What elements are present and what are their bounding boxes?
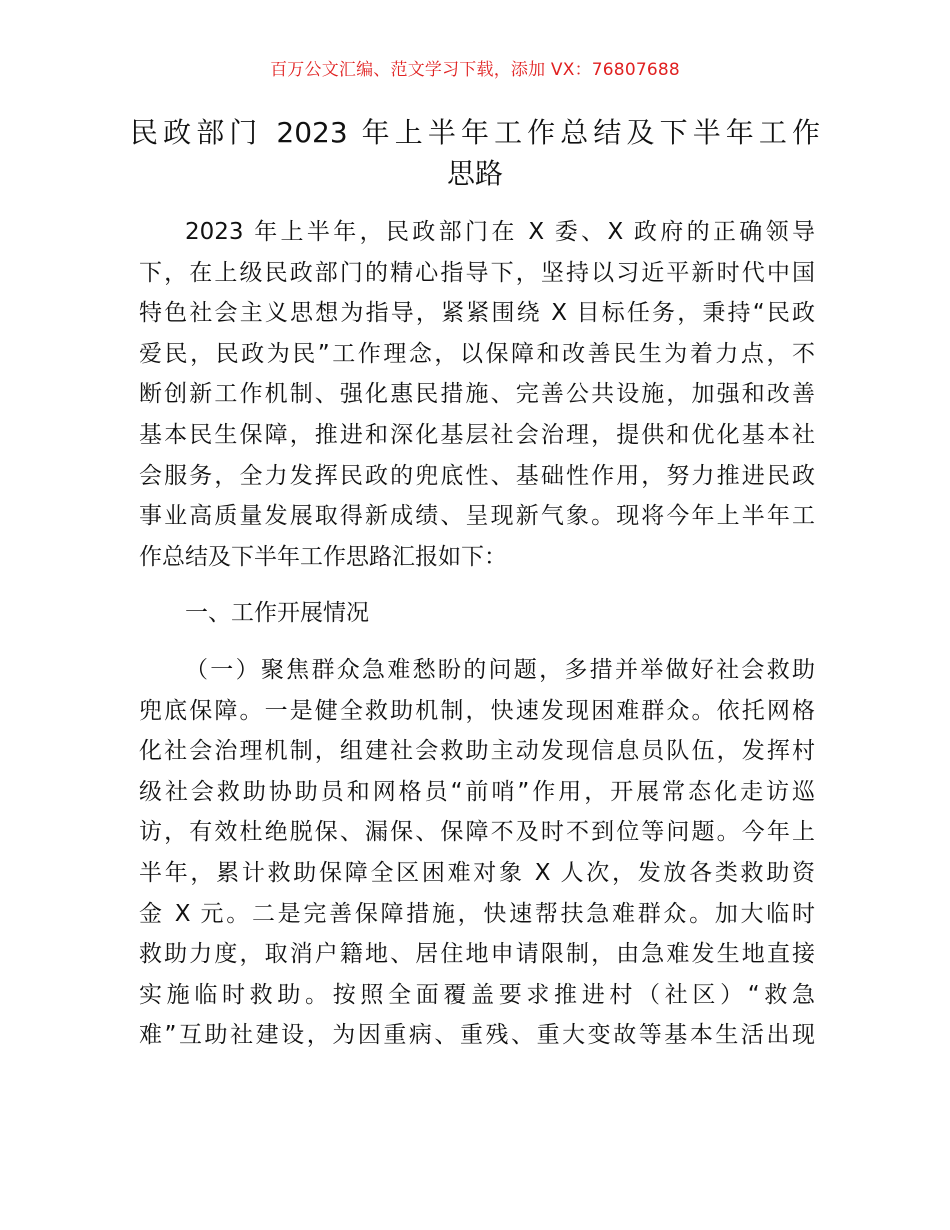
paragraph-line: 作总结及下半年工作思路汇报如下： [139, 543, 507, 570]
title-line: 民政部门 2023 年上半年工作总结及下半年工作 [130, 116, 820, 149]
paragraph-line: 断创新工作机制、强化惠民措施、完善公共设施，加强和改善 [139, 381, 815, 408]
section-heading-text: 一、工作开展情况 [185, 600, 369, 627]
paragraph-line: （一）聚焦群众急难愁盼的问题，多措并举做好社会救助 [185, 656, 815, 683]
paragraph-line: 级社会救助协助员和网格员“前哨”作用，开展常态化走访巡 [139, 778, 815, 805]
paragraph-line: 事业高质量发展取得新成绩、呈现新气象。现将今年上半年工 [139, 503, 815, 530]
paragraph-line: 化社会治理机制，组建社会救助主动发现信息员队伍，发挥村 [139, 738, 815, 765]
paragraph-intro [139, 212, 815, 577]
paragraph-line: 实施临时救助。按照全面覆盖要求推进村（社区）“救急 [139, 981, 815, 1008]
paragraph-line: 基本民生保障，推进和深化基层社会治理，提供和优化基本社 [139, 421, 815, 448]
promo-header-note: 百万公文汇编、范文学习下载，添加 VX：76807688 [270, 60, 680, 80]
title-line: 思路 [446, 156, 503, 190]
paragraph-spacer [139, 577, 815, 593]
paragraph-line: 下，在上级民政部门的精心指导下，坚持以习近平新时代中国 [139, 259, 815, 286]
paragraph-line: 救助力度，取消户籍地、居住地申请限制，由急难发生地直接 [139, 941, 815, 968]
paragraph-line: 特色社会主义思想为指导，紧紧围绕 X 目标任务，秉持“民政 [139, 300, 815, 327]
paragraph-line: 2023 年上半年，民政部门在 X 委、X 政府的正确领导 [185, 219, 815, 245]
paragraph-line: 半年，累计救助保障全区困难对象 X 人次，发放各类救助资 [139, 859, 815, 886]
paragraph-subsection-1 [139, 650, 815, 1056]
paragraph-line: 爱民，民政为民”工作理念，以保障和改善民生为着力点，不 [139, 340, 815, 367]
paragraph-line: 难”互助社建设，为因重病、重残、重大变故等基本生活出现 [139, 1022, 815, 1049]
paragraph-line: 访，有效杜绝脱保、漏保、保障不及时不到位等问题。今年上 [139, 819, 815, 846]
paragraph-line: 会服务，全力发挥民政的兜底性、基础性作用，努力推进民政 [139, 462, 815, 489]
paragraph-line: 兜底保障。一是健全救助机制，快速发现困难群众。依托网格 [139, 697, 815, 724]
paragraph-line: 金 X 元。二是完善保障措施，快速帮扶急难群众。加大临时 [139, 900, 815, 927]
document-title [130, 113, 820, 194]
paragraph-spacer [139, 634, 815, 650]
section-heading-1 [139, 593, 815, 634]
document-body [139, 212, 815, 1056]
